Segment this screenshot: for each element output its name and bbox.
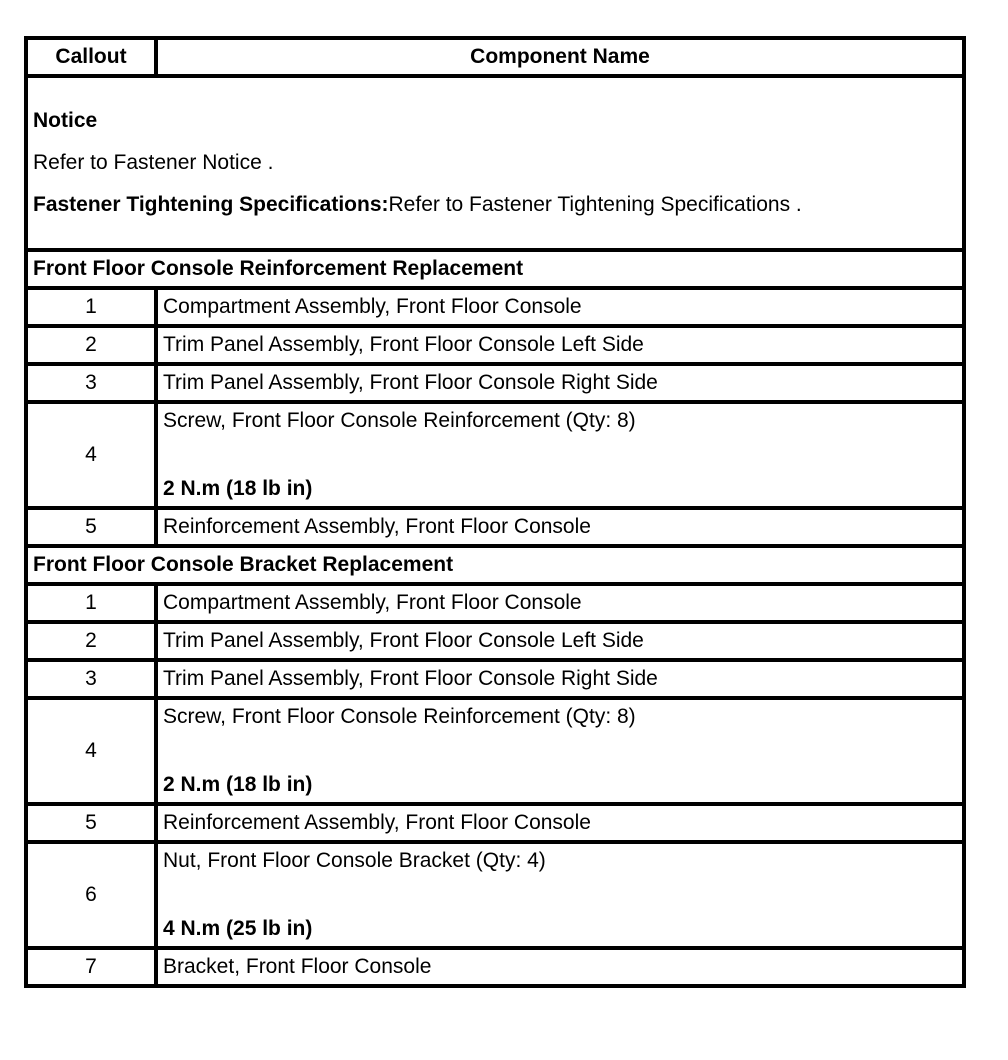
- callout-number: 7: [26, 948, 156, 986]
- callout-number: 2: [26, 326, 156, 364]
- callout-number: 4: [26, 698, 156, 804]
- section-title: Front Floor Console Bracket Replacement: [26, 546, 964, 584]
- component-name: Compartment Assembly, Front Floor Console: [156, 288, 964, 326]
- table-row: [26, 326, 964, 364]
- section-header-row: [26, 250, 964, 288]
- callout-number: 4: [26, 402, 156, 508]
- component-table: [24, 36, 966, 988]
- component-name: Trim Panel Assembly, Front Floor Console Right Side: [156, 660, 964, 698]
- component-name: Bracket, Front Floor Console: [156, 948, 964, 986]
- torque-spec: 4 N.m (25 lb in): [163, 917, 313, 940]
- component-name: Screw, Front Floor Console Reinforcement (Qty: 8): [163, 705, 636, 728]
- torque-spec: 2 N.m (18 lb in): [163, 477, 313, 500]
- notice-row: [26, 76, 964, 250]
- callout-header: Callout: [26, 38, 156, 76]
- callout-number: 3: [26, 660, 156, 698]
- component-name: Compartment Assembly, Front Floor Console: [156, 584, 964, 622]
- component-name: Nut, Front Floor Console Bracket (Qty: 4): [163, 849, 546, 872]
- section-header-row: [26, 546, 964, 584]
- component-name: Trim Panel Assembly, Front Floor Console Left Side: [156, 622, 964, 660]
- section-title: Front Floor Console Reinforcement Replacement: [26, 250, 964, 288]
- component-name: Trim Panel Assembly, Front Floor Console Right Side: [156, 364, 964, 402]
- tightening-spec-label: Fastener Tightening Specifications:: [33, 193, 389, 216]
- table-row: [26, 948, 964, 986]
- callout-number: 5: [26, 508, 156, 546]
- notice-cell: [26, 76, 964, 250]
- component-name: Trim Panel Assembly, Front Floor Console Left Side: [156, 326, 964, 364]
- callout-number: 5: [26, 804, 156, 842]
- component-name-cell: [156, 842, 964, 948]
- table-row: [26, 508, 964, 546]
- table-row: [26, 402, 964, 508]
- table-row: [26, 804, 964, 842]
- table-row: [26, 622, 964, 660]
- fastener-notice-text: Refer to Fastener Notice .: [33, 151, 274, 174]
- component-name: Screw, Front Floor Console Reinforcement (Qty: 8): [163, 409, 636, 432]
- table-row: [26, 660, 964, 698]
- table-body: [26, 76, 964, 986]
- component-name-cell: [156, 402, 964, 508]
- tightening-spec-text: Refer to Fastener Tightening Specifications .: [388, 193, 802, 216]
- component-name-header: Component Name: [156, 38, 964, 76]
- callout-number: 1: [26, 584, 156, 622]
- callout-number: 6: [26, 842, 156, 948]
- table-row: [26, 698, 964, 804]
- torque-spec: 2 N.m (18 lb in): [163, 773, 313, 796]
- component-name: Reinforcement Assembly, Front Floor Console: [156, 804, 964, 842]
- callout-number: 3: [26, 364, 156, 402]
- header-row: [26, 38, 964, 76]
- table-row: [26, 842, 964, 948]
- callout-number: 2: [26, 622, 156, 660]
- table-row: [26, 364, 964, 402]
- callout-number: 1: [26, 288, 156, 326]
- table-row: [26, 288, 964, 326]
- notice-title: Notice: [33, 109, 98, 132]
- component-name: Reinforcement Assembly, Front Floor Console: [156, 508, 964, 546]
- table-row: [26, 584, 964, 622]
- component-name-cell: [156, 698, 964, 804]
